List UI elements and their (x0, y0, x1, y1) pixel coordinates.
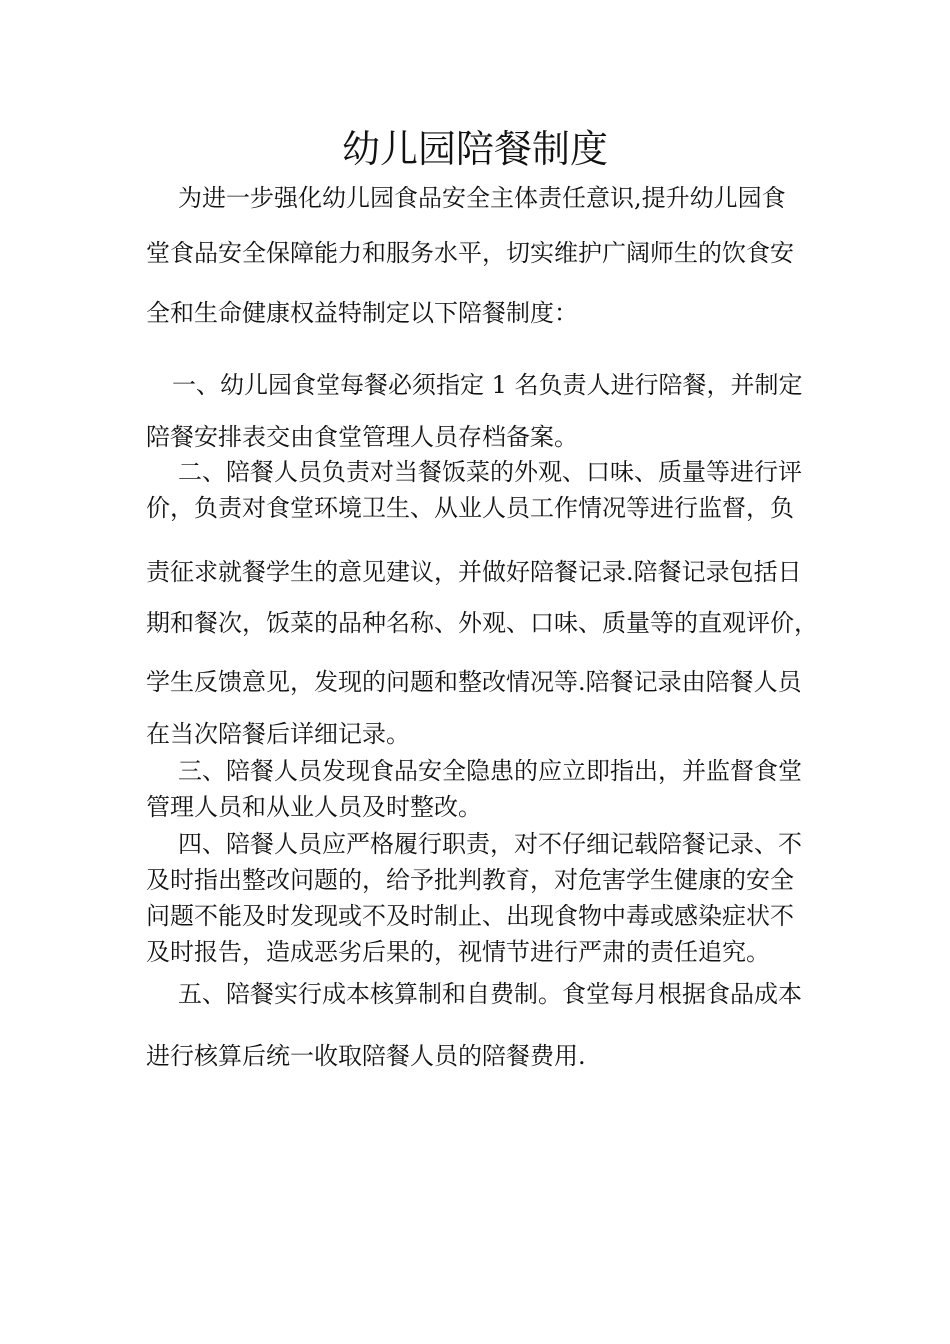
text-line: 及时指出整改问题的，给予批判教育，对危害学生健康的安全 (146, 866, 794, 894)
text-line: 期和餐次，饭菜的品种名称、外观、口味、质量等的直观评价， (146, 609, 818, 637)
text-line: 学生反馈意见，发现的问题和整改情况等.陪餐记录由陪餐人员 (146, 668, 802, 696)
text-line: 一、幼儿园食堂每餐必须指定 1 名负责人进行陪餐，并制定 (172, 371, 803, 399)
text-line: 陪餐安排表交由食堂管理人员存档备案。 (146, 423, 578, 451)
text-line: 堂食品安全保障能力和服务水平，切实维护广阔师生的饮食安 (146, 239, 794, 267)
text-line: 全和生命健康权益特制定以下陪餐制度： (146, 299, 578, 327)
text-line: 管理人员和从业人员及时整改。 (146, 793, 482, 821)
text-line: 问题不能及时发现或不及时制止、出现食物中毒或感染症状不 (146, 902, 794, 930)
text-line: 及时报告，造成恶劣后果的，视情节进行严肃的责任追究。 (146, 938, 770, 966)
text-line: 五、陪餐实行成本核算制和自费制。食堂每月根据食品成本 (178, 980, 802, 1008)
text-line: 进行核算后统一收取陪餐人员的陪餐费用. (146, 1042, 586, 1070)
document-title: 幼儿园陪餐制度 (341, 127, 608, 171)
text-line: 四、陪餐人员应严格履行职责，对不仔细记载陪餐记录、不 (178, 830, 802, 858)
text-line: 价，负责对食堂环境卫生、从业人员工作情况等进行监督，负 (146, 494, 794, 522)
text-line: 三、陪餐人员发现食品安全隐患的应立即指出，并监督食堂 (178, 757, 802, 785)
text-line: 二、陪餐人员负责对当餐饭菜的外观、口味、质量等进行评 (178, 458, 802, 486)
text-line: 责征求就餐学生的意见建议，并做好陪餐记录.陪餐记录包括日 (146, 558, 802, 586)
text-line: 在当次陪餐后详细记录。 (146, 720, 410, 748)
text-line: 为进一步强化幼儿园食品安全主体责任意识,提升幼儿园食 (178, 184, 786, 212)
